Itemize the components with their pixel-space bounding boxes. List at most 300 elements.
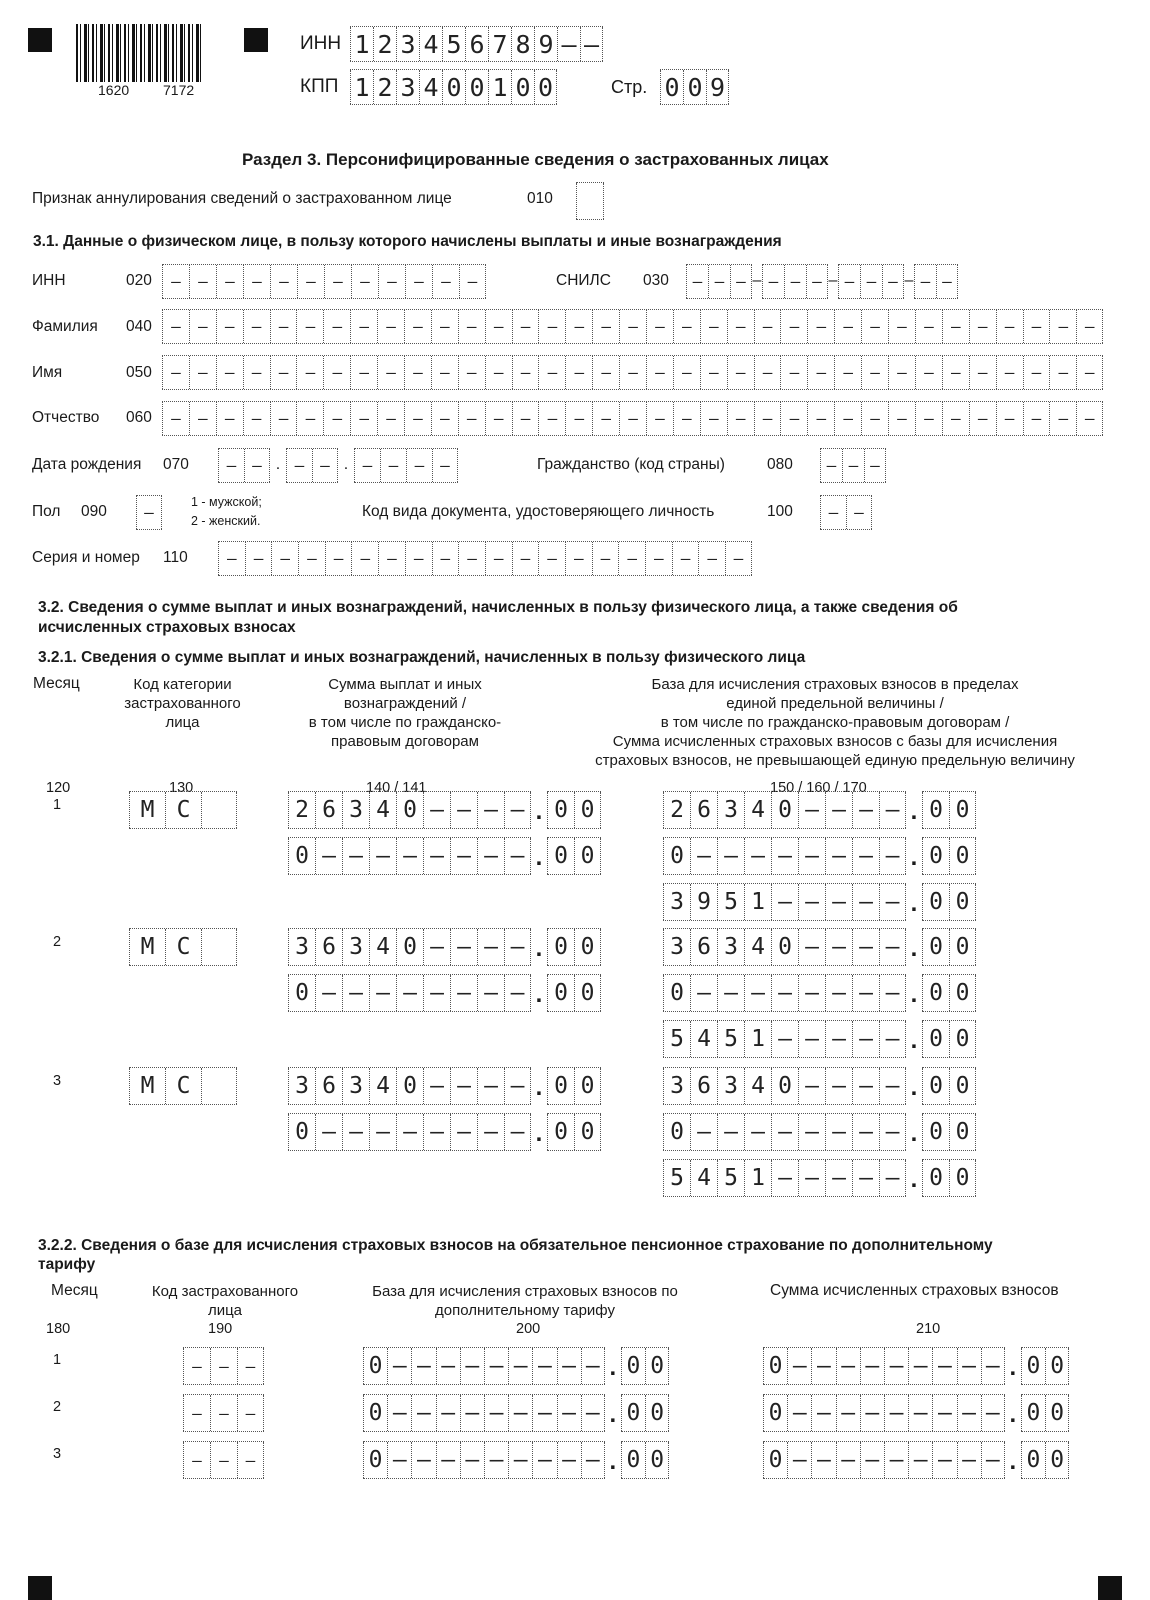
gender-code: 090 [81,503,107,520]
char-cell: – [888,356,915,389]
char-cell: – [436,1395,460,1431]
decimal-point: . [1009,1401,1017,1428]
char-cell: – [324,265,351,298]
name-code: 050 [126,364,152,381]
char-cell: – [270,356,297,389]
char-cell: 0 [663,838,690,874]
s322-col-base-line: дополнительному тарифу [435,1302,615,1319]
char-cell: 0 [1021,1442,1045,1478]
char-cell: 4 [744,792,771,828]
char-cell: – [730,265,752,298]
char-cell: – [323,402,350,435]
amount-kop-cells [922,837,976,875]
char-cell: – [879,1160,906,1196]
char-cell [201,929,237,965]
citizenship-cells[interactable] [820,448,886,483]
char-cell: – [581,1348,605,1384]
base-gph-amount[interactable] [663,1113,976,1151]
char-cell: – [798,884,825,920]
person-inn-cells[interactable] [162,264,486,299]
char-cell: – [508,1442,532,1478]
cell-group [838,264,904,299]
group-separator: – [828,271,838,289]
s322-code-month: 180 [46,1321,71,1337]
char-cell: – [377,402,404,435]
base-amount[interactable] [663,791,976,829]
char-cell: – [508,1395,532,1431]
insured-code-cells[interactable] [183,1394,264,1432]
char-cell: – [798,929,825,965]
char-cell: 0 [922,838,949,874]
char-cell: – [323,310,350,343]
char-cell: – [477,792,504,828]
amount-kop-cells [1021,1441,1069,1479]
char-cell: С [165,792,201,828]
additional-base-amount[interactable] [363,1441,669,1479]
char-cell: – [1049,356,1076,389]
char-cell: – [237,1442,264,1478]
s322-col-code-header [130,1282,320,1320]
char-cell: – [580,27,603,61]
char-cell: – [504,838,531,874]
char-cell: М [129,792,165,828]
month-number: 1 [53,1352,62,1368]
char-cell: – [504,929,531,965]
char-cell: 0 [511,70,534,104]
char-cell: – [296,402,323,435]
decimal-point: . [910,798,918,825]
char-cell: – [557,27,580,61]
char-cell: – [981,1348,1005,1384]
decimal-point: . [609,1448,617,1475]
s322-code-code: 190 [208,1321,233,1337]
char-cell: – [216,265,243,298]
char-cell: – [271,542,298,575]
sum-amount[interactable] [288,791,601,829]
char-cell: 0 [949,929,976,965]
char-cell: – [673,402,700,435]
char-cell: – [431,356,458,389]
surname-cells[interactable] [162,309,1103,344]
char-cell: 0 [763,1348,787,1384]
char-cell: 0 [396,1068,423,1104]
char-cell: – [162,265,189,298]
char-cell: – [1076,356,1103,389]
char-cell: 2 [373,70,396,104]
amount-rub-cells [763,1394,1005,1432]
char-cell: М [129,929,165,965]
amount-rub-cells [663,974,906,1012]
series-code: 110 [163,549,188,566]
decimal-point: . [1009,1354,1017,1381]
col-base-line: База для исчисления страховых взносов в пределах [651,676,1019,693]
s322-title-line2: тарифу [38,1256,96,1273]
char-cell: 0 [683,70,706,104]
char-cell: – [798,792,825,828]
s322-title-line1: 3.2.2. Сведения о базе для исчисления страховых взносов на обязательное пенсионное страхование по дополнительному [38,1237,993,1254]
amount-kop-cells [547,791,601,829]
cell-group [354,448,458,483]
char-cell: – [485,402,512,435]
char-cell: – [820,496,846,529]
char-cell: 0 [547,975,574,1011]
char-cell: 1 [744,1160,771,1196]
char-cell: 0 [922,1068,949,1104]
doc-type-label: Код вида документа, удостоверяющего личность [362,503,715,520]
amount-rub-cells [288,928,531,966]
amount-rub-cells [663,928,906,966]
patronymic-cells[interactable] [162,401,1103,436]
amount-rub-cells [663,1113,906,1151]
char-cell: – [298,542,325,575]
char-cell: – [969,310,996,343]
char-cell: 0 [949,1160,976,1196]
char-cell: – [369,1114,396,1150]
char-cell: 0 [574,838,601,874]
amount-kop-cells [547,1067,601,1105]
char-cell: – [189,402,216,435]
char-cell: – [807,310,834,343]
char-cell: – [754,310,781,343]
char-cell: – [351,542,378,575]
char-cell: – [942,402,969,435]
char-cell: 4 [744,929,771,965]
category-code-cells[interactable] [129,1067,237,1105]
col-sum-line: правовым договорам [331,733,479,750]
char-cell: – [780,402,807,435]
char-cell: – [325,542,352,575]
name-cells[interactable] [162,355,1103,390]
amount-rub-cells [288,1067,531,1105]
char-cell: 1 [744,884,771,920]
char-cell: – [485,542,512,575]
snils-cells[interactable] [686,264,958,299]
char-cell: 6 [315,792,342,828]
char-cell: – [460,1348,484,1384]
char-cell: 6 [690,792,717,828]
char-cell: – [646,402,673,435]
amount-rub-cells [763,1347,1005,1385]
char-cell: – [811,1348,835,1384]
additional-contribution-amount[interactable] [763,1441,1069,1479]
char-cell [201,792,237,828]
char-cell: – [942,356,969,389]
sum-gph-amount[interactable] [288,837,601,875]
char-cell: – [423,1068,450,1104]
char-cell: – [477,975,504,1011]
annul-cells[interactable] [576,182,604,220]
char-cell: – [672,542,699,575]
doc-type-cells[interactable] [820,495,872,530]
char-cell: 2 [663,792,690,828]
sum-gph-amount[interactable] [288,1113,601,1151]
s321-title: 3.2.1. Сведения о сумме выплат и иных вознаграждений, начисленных в пользу физического лица [38,649,806,666]
char-cell: – [460,1395,484,1431]
decimal-point: . [910,1166,918,1193]
char-cell: – [771,1021,798,1057]
char-cell: – [744,975,771,1011]
char-cell: – [315,1114,342,1150]
sum-amount[interactable] [288,1067,601,1105]
char-cell: – [825,1160,852,1196]
category-code-cells[interactable] [129,928,237,966]
char-cell: – [882,265,904,298]
char-cell: – [189,310,216,343]
char-cell: – [798,1021,825,1057]
decimal-point: . [535,844,543,871]
char-cell: 0 [396,929,423,965]
char-cell: 0 [1045,1442,1069,1478]
group-separator: . [275,455,281,473]
char-cell: – [270,310,297,343]
header-page-label: Стр. [611,77,648,97]
sum-amount[interactable] [288,928,601,966]
gender-option-2: 2 - женский. [191,514,261,528]
char-cell: 0 [547,838,574,874]
col-sum-header [285,675,525,751]
cell-group [762,264,828,299]
base-gph-amount[interactable] [663,974,976,1012]
char-cell: – [1023,356,1050,389]
amount-kop-cells [1021,1394,1069,1432]
char-cell: – [884,1348,908,1384]
char-cell: – [836,1442,860,1478]
char-cell: – [807,356,834,389]
char-cell: 0 [547,792,574,828]
additional-base-amount[interactable] [363,1394,669,1432]
char-cell: 3 [717,792,744,828]
char-cell: – [717,1114,744,1150]
char-cell: – [378,265,405,298]
char-cell: 5 [663,1021,690,1057]
char-cell: – [908,1395,932,1431]
contribution-amount[interactable] [663,1159,976,1197]
decimal-point: . [609,1401,617,1428]
decimal-point: . [910,1027,918,1054]
code-base: 150 / 160 / 170 [770,780,867,796]
char-cell: 1 [350,27,373,61]
corner-marker-bottom-left [28,1576,52,1600]
char-cell: – [879,792,906,828]
amount-rub-cells [663,883,906,921]
char-cell: – [888,402,915,435]
char-cell: – [915,402,942,435]
char-cell: 5 [717,884,744,920]
dob-code: 070 [163,456,189,473]
s322-col-base-line: База для исчисления страховых взносов по [372,1283,678,1300]
char-cell: – [377,356,404,389]
char-cell: – [477,838,504,874]
char-cell: – [411,1348,435,1384]
char-cell: 1 [488,70,511,104]
char-cell: 3 [288,1068,315,1104]
char-cell: – [879,838,906,874]
char-cell: – [981,1442,1005,1478]
gender-option-1: 1 - мужской; [191,495,262,509]
char-cell: 0 [1045,1395,1069,1431]
char-cell: 0 [547,1068,574,1104]
char-cell: – [315,975,342,1011]
char-cell: – [592,542,619,575]
char-cell: 0 [922,792,949,828]
snils-label: СНИЛС [556,272,611,289]
char-cell: – [780,310,807,343]
char-cell: – [798,1068,825,1104]
char-cell: – [323,356,350,389]
code-month: 120 [46,780,71,796]
group-separator: . [343,455,349,473]
patronymic-label: Отчество [32,409,100,426]
char-cell: 0 [547,929,574,965]
char-cell: – [565,356,592,389]
base-gph-amount[interactable] [663,837,976,875]
char-cell [201,1068,237,1104]
s32-title-line1: 3.2. Сведения о сумме выплат и иных вознаграждений, начисленных в пользу физического лица, а также сведения об [38,599,958,616]
char-cell: – [243,402,270,435]
citizenship-code: 080 [767,456,793,473]
gender-cells[interactable] [136,495,162,530]
char-cell: – [162,310,189,343]
char-cell: 0 [771,1068,798,1104]
insured-code-cells[interactable] [183,1441,264,1479]
char-cell: – [852,1114,879,1150]
char-cell: – [852,929,879,965]
char-cell: – [387,1348,411,1384]
char-cell: – [852,884,879,920]
char-cell: – [727,356,754,389]
char-cell: – [458,310,485,343]
additional-contribution-amount[interactable] [763,1394,1069,1432]
surname-label: Фамилия [32,318,98,335]
char-cell: – [406,449,432,482]
contribution-amount[interactable] [663,1020,976,1058]
person-inn-code: 020 [126,272,152,289]
char-cell: – [700,402,727,435]
char-cell: – [852,1160,879,1196]
char-cell: – [860,1395,884,1431]
amount-kop-cells [547,837,601,875]
char-cell: – [846,496,872,529]
decimal-point: . [910,935,918,962]
amount-rub-cells [663,837,906,875]
char-cell: 3 [396,70,419,104]
char-cell: – [404,356,431,389]
char-cell: – [825,838,852,874]
char-cell: – [780,356,807,389]
char-cell: – [404,402,431,435]
char-cell: – [396,838,423,874]
char-cell: – [771,884,798,920]
char-cell: – [798,975,825,1011]
char-cell: 4 [419,27,442,61]
amount-kop-cells [621,1394,669,1432]
char-cell: – [557,1395,581,1431]
char-cell: – [218,542,245,575]
char-cell: 3 [663,1068,690,1104]
char-cell: – [619,356,646,389]
char-cell: – [807,402,834,435]
barcode [76,24,204,82]
char-cell: – [852,792,879,828]
char-cell: – [450,792,477,828]
char-cell: – [981,1395,1005,1431]
decimal-point: . [910,890,918,917]
contribution-amount[interactable] [663,883,976,921]
dob-cells[interactable] [218,448,458,483]
base-amount[interactable] [663,928,976,966]
char-cell: – [646,356,673,389]
char-cell: 3 [342,1068,369,1104]
char-cell: 0 [949,792,976,828]
code-category: 130 [169,780,194,796]
col-category-line: застрахованного [124,695,241,712]
char-cell: – [342,1114,369,1150]
sum-gph-amount[interactable] [288,974,601,1012]
char-cell: – [189,356,216,389]
char-cell: – [936,265,958,298]
char-cell: – [690,1114,717,1150]
month-number: 2 [53,1399,62,1415]
char-cell: 0 [922,1160,949,1196]
char-cell: – [532,1395,556,1431]
char-cell: – [342,838,369,874]
category-code-cells[interactable] [129,791,237,829]
char-cell: – [297,265,324,298]
char-cell: – [270,402,297,435]
char-cell [576,183,604,219]
additional-contribution-amount[interactable] [763,1347,1069,1385]
char-cell: – [405,265,432,298]
col-base-line: страховых взносов, не превышающей единую предельную величину [595,752,1075,769]
char-cell: – [387,1442,411,1478]
char-cell: – [450,975,477,1011]
header-kpp-cells [350,69,557,105]
header-page-cells [660,69,729,105]
char-cell: С [165,1068,201,1104]
amount-kop-cells [1021,1347,1069,1385]
char-cell: – [423,1114,450,1150]
series-cells[interactable] [218,541,752,576]
corner-marker-top-right [244,28,268,52]
char-cell: – [378,542,405,575]
char-cell: – [861,402,888,435]
char-cell: – [860,1442,884,1478]
char-cell: – [450,838,477,874]
char-cell: – [565,402,592,435]
char-cell: – [908,1348,932,1384]
amount-rub-cells [363,1441,605,1479]
additional-base-amount[interactable] [363,1347,669,1385]
char-cell: 0 [396,792,423,828]
char-cell: – [592,356,619,389]
insured-code-cells[interactable] [183,1347,264,1385]
amount-rub-cells [288,791,531,829]
char-cell: – [825,929,852,965]
char-cell: 0 [574,1068,601,1104]
char-cell: – [405,542,432,575]
char-cell: – [296,310,323,343]
amount-kop-cells [922,1113,976,1151]
corner-marker-top-left [28,28,52,52]
char-cell: – [565,542,592,575]
char-cell: 3 [288,929,315,965]
char-cell: 4 [690,1160,717,1196]
char-cell: – [784,265,806,298]
annul-label: Признак аннулирования сведений о застрахованном лице [32,190,452,207]
col-sum-line: вознаграждений / [343,695,467,712]
char-cell: 0 [621,1442,645,1478]
base-amount[interactable] [663,1067,976,1105]
